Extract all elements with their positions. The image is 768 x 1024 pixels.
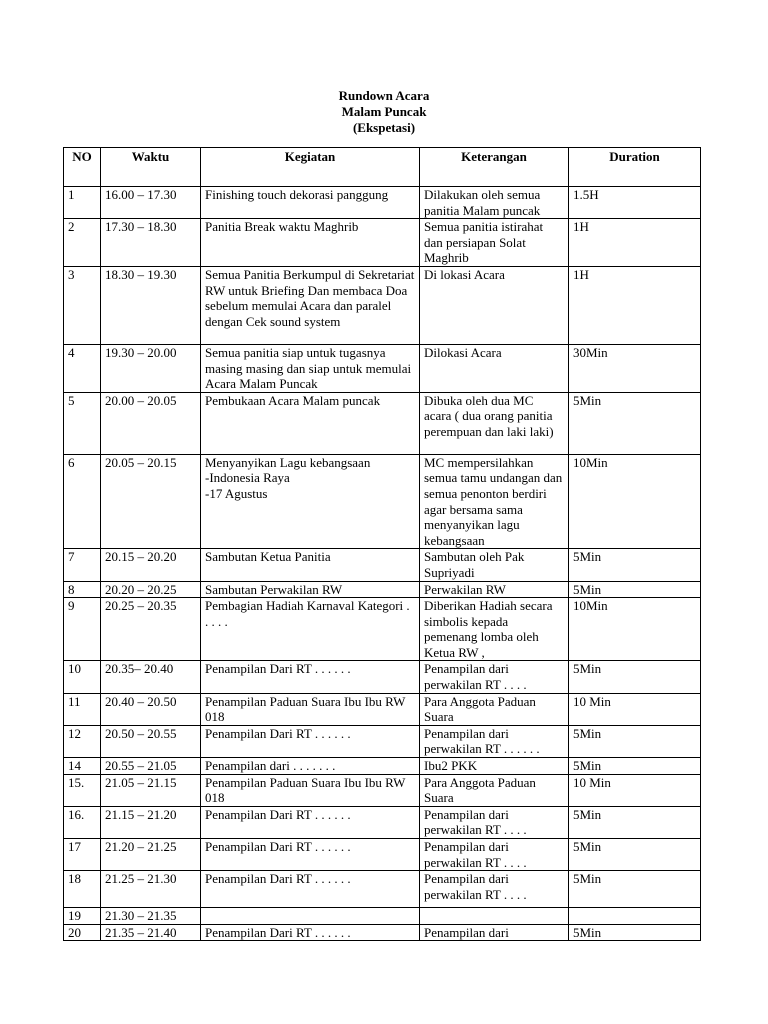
cell-keterangan-text: Dilakukan oleh semua panitia Malam puncak [424,187,541,218]
cell-duration-text: 5Min [573,725,602,741]
cell-waktu-text: 18.30 – 19.30 [105,266,177,282]
cell-duration [569,758,701,775]
cell-no [64,806,101,838]
cell-duration [569,839,701,871]
cell-keterangan-text: Penampilan dari perwakilan RT . . . . [424,661,527,693]
cell-kegiatan-text: Penampilan Dari RT . . . . . . [205,725,351,741]
cell-duration-text: 5Min [573,871,602,887]
cell-no [64,725,101,757]
cell-no-text: 6 [68,454,75,470]
cell-kegiatan-text: Penampilan dari . . . . . . . [205,758,336,774]
cell-keterangan [420,774,569,806]
title-line: Malam Puncak [341,104,427,119]
rundown-table [63,147,701,941]
cell-waktu [101,266,201,344]
table-row [64,549,701,581]
cell-keterangan [420,581,569,598]
cell-keterangan-text: Dibuka oleh dua MC acara ( dua orang panitia perempuan dan laki laki) [424,392,554,439]
cell-no-text: 10 [68,661,81,677]
table-row [64,908,701,925]
cell-kegiatan-text: Semua Panitia Berkumpul di Sekretariat RW untuk Briefing Dan membaca Doa sebelum memulai Acara dan paralel dengan Cek sound system [205,266,415,329]
cell-keterangan-text: Semua panitia istirahat dan persiapan Solat Maghrib [424,219,544,266]
cell-no-text: 8 [68,581,75,597]
cell-kegiatan [201,908,420,925]
cell-waktu [101,187,201,219]
cell-waktu-text: 20.35– 20.40 [105,661,174,677]
cell-no [64,219,101,267]
cell-waktu [101,871,201,908]
cell-kegiatan-text: Penampilan Dari RT . . . . . . [205,924,351,940]
cell-kegiatan-text: Penampilan Paduan Suara Ibu Ibu RW 018 [205,693,406,725]
cell-keterangan-text: Diberikan Hadiah secara simbolis kepada pemenang lomba oleh Ketua RW , [424,598,553,660]
cell-waktu [101,839,201,871]
cell-no [64,758,101,775]
cell-no [64,598,101,661]
cell-keterangan [420,219,569,267]
cell-no-text: 20 [68,924,81,940]
cell-kegiatan [201,344,420,392]
cell-waktu [101,758,201,775]
cell-kegiatan-text: Penampilan Dari RT . . . . . . [205,839,351,854]
table-row [64,581,701,598]
cell-duration [569,266,701,344]
cell-keterangan-text: Dilokasi Acara [424,344,502,360]
cell-no-text: 14 [68,758,81,774]
cell-waktu [101,774,201,806]
cell-kegiatan [201,693,420,725]
cell-duration [569,806,701,838]
cell-waktu [101,598,201,661]
cell-keterangan [420,392,569,454]
cell-keterangan-text: Penampilan dari perwakilan RT . . . . . . [424,725,540,757]
cell-duration-text: 5Min [573,924,602,940]
cell-kegiatan-text: Panitia Break waktu Maghrib [205,219,359,235]
cell-duration-text: 1H [573,266,589,282]
cell-waktu-text: 21.15 – 21.20 [105,806,177,822]
cell-kegiatan [201,774,420,806]
cell-waktu-text: 21.35 – 21.40 [105,924,177,940]
cell-keterangan-text: Perwakilan RW [424,581,506,597]
cell-waktu-text: 21.30 – 21.35 [105,908,177,924]
cell-no-text: 5 [68,392,75,408]
cell-waktu-text: 21.20 – 21.25 [105,839,177,854]
cell-no [64,392,101,454]
cell-waktu-text: 20.50 – 20.55 [105,725,177,741]
table-row [64,725,701,757]
header-kegiatan: Kegiatan [201,148,420,187]
cell-waktu-text: 21.05 – 21.15 [105,774,177,790]
cell-kegiatan [201,581,420,598]
cell-keterangan [420,839,569,871]
cell-no-text: 18 [68,871,81,887]
cell-waktu [101,661,201,693]
cell-kegiatan [201,758,420,775]
cell-duration-text: 5Min [573,581,602,597]
cell-duration [569,871,701,908]
cell-keterangan [420,806,569,838]
table-row [64,187,701,219]
cell-keterangan [420,661,569,693]
cell-duration-text: 10Min [573,598,608,614]
cell-waktu-text: 16.00 – 17.30 [105,187,177,202]
cell-duration [569,661,701,693]
cell-kegiatan [201,924,420,941]
table-header-row [64,148,701,187]
cell-duration [569,344,701,392]
cell-no [64,454,101,549]
cell-kegiatan-text: Penampilan Dari RT . . . . . . [205,806,351,822]
cell-duration-text: 1H [573,219,589,235]
cell-duration [569,774,701,806]
cell-no-text: 1 [68,187,75,202]
cell-no-text: 15. [68,774,85,790]
cell-waktu-text: 17.30 – 18.30 [105,219,177,235]
cell-duration [569,725,701,757]
header-waktu: Waktu [101,148,201,187]
cell-waktu-text: 20.40 – 20.50 [105,693,177,709]
cell-no-text: 9 [68,598,75,614]
cell-no [64,871,101,908]
cell-keterangan-text: Para Anggota Paduan Suara [424,774,536,806]
cell-kegiatan-text: Pembagian Hadiah Karnaval Kategori . . . . . [205,598,410,629]
cell-waktu-text: 20.15 – 20.20 [105,549,177,565]
cell-kegiatan-text: Semua panitia siap untuk tugasnya masing masing dan siap untuk memulai Acara Malam Puncak [205,344,412,392]
cell-waktu-text: 20.00 – 20.05 [105,392,177,408]
cell-keterangan [420,908,569,925]
cell-waktu-text: 20.55 – 21.05 [105,758,177,774]
cell-duration-text: 5Min [573,806,602,822]
cell-no [64,549,101,581]
title-line: (Ekspetasi) [352,120,416,135]
cell-duration-text: 10 Min [573,774,611,790]
cell-waktu [101,581,201,598]
cell-kegiatan [201,661,420,693]
cell-no-text: 17 [68,839,81,854]
cell-no-text: 4 [68,344,75,360]
title-line: Rundown Acara [338,88,430,103]
cell-waktu-text: 21.25 – 21.30 [105,871,177,887]
cell-kegiatan [201,454,420,549]
cell-duration-text: 10 Min [573,693,611,709]
cell-kegiatan [201,871,420,908]
cell-kegiatan [201,187,420,219]
cell-kegiatan [201,219,420,267]
cell-duration-text: 5Min [573,661,602,677]
table-row [64,839,701,871]
cell-no-text: 12 [68,725,81,741]
cell-waktu [101,454,201,549]
cell-duration-text: 10Min [573,454,608,470]
cell-kegiatan [201,598,420,661]
cell-no-text: 3 [68,266,75,282]
table-row [64,871,701,908]
cell-waktu-text: 20.05 – 20.15 [105,454,177,470]
header-keterangan: Keterangan [420,148,569,187]
cell-waktu [101,908,201,925]
cell-keterangan-text: Di lokasi Acara [424,266,505,282]
cell-keterangan [420,725,569,757]
cell-keterangan-text: Penampilan dari perwakilan RT . . . . [424,806,527,838]
cell-duration [569,924,701,941]
cell-keterangan-text: Penampilan dari perwakilan RT . . . . [424,871,527,902]
table-row [64,454,701,549]
cell-kegiatan [201,549,420,581]
cell-waktu [101,924,201,941]
cell-kegiatan-text: Sambutan Ketua Panitia [205,549,331,565]
cell-no [64,344,101,392]
table-row [64,693,701,725]
cell-kegiatan-text: Menyanyikan Lagu kebangsaan -Indonesia Raya -17 Agustus [205,454,371,501]
cell-duration-text: 5Min [573,549,602,565]
table-row [64,598,701,661]
table-row [64,344,701,392]
cell-duration-text: 1.5H [573,187,599,202]
cell-no [64,774,101,806]
cell-keterangan [420,598,569,661]
document-title [0,88,768,136]
cell-duration-text: 30Min [573,344,608,360]
cell-duration [569,693,701,725]
cell-no [64,693,101,725]
cell-waktu-text: 20.20 – 20.25 [105,581,177,597]
cell-keterangan-text: Para Anggota Paduan Suara [424,693,536,725]
cell-waktu-text: 20.25 – 20.35 [105,598,177,614]
cell-keterangan-text: Penampilan dari [424,924,509,940]
cell-kegiatan [201,806,420,838]
table-row [64,758,701,775]
cell-waktu [101,344,201,392]
cell-kegiatan-text: Penampilan Dari RT . . . . . . [205,661,351,677]
cell-kegiatan-text: Finishing touch dekorasi panggung [205,187,389,202]
cell-keterangan-text: Sambutan oleh Pak Supriyadi [424,549,525,580]
cell-kegiatan-text: Sambutan Perwakilan RW [205,581,343,597]
table-row [64,661,701,693]
cell-duration-text: 5Min [573,392,602,408]
cell-no [64,187,101,219]
cell-waktu [101,392,201,454]
cell-keterangan-text: Ibu2 PKK [424,758,478,774]
cell-no [64,266,101,344]
cell-keterangan [420,344,569,392]
cell-duration [569,908,701,925]
cell-kegiatan [201,392,420,454]
cell-waktu [101,725,201,757]
cell-keterangan [420,693,569,725]
cell-duration [569,454,701,549]
cell-no [64,581,101,598]
cell-kegiatan-text: Penampilan Paduan Suara Ibu Ibu RW 018 [205,774,406,806]
cell-keterangan [420,758,569,775]
cell-no-text: 16. [68,806,85,822]
cell-waktu [101,806,201,838]
cell-keterangan [420,549,569,581]
table-row [64,806,701,838]
cell-duration-text: 5Min [573,839,602,854]
cell-keterangan-text: MC mempersilahkan semua tamu undangan dan semua penonton berdiri agar bersama sama menyanyikan lagu kebangsaan [424,454,563,548]
cell-keterangan [420,454,569,549]
cell-duration [569,598,701,661]
cell-duration [569,392,701,454]
cell-no [64,661,101,693]
cell-waktu [101,693,201,725]
cell-no-text: 11 [68,693,81,709]
cell-kegiatan [201,725,420,757]
cell-kegiatan-text: Penampilan Dari RT . . . . . . [205,871,351,887]
cell-no-text: 19 [68,908,81,924]
cell-duration [569,549,701,581]
cell-no [64,924,101,941]
header-no: NO [64,148,101,187]
header-duration: Duration [569,148,701,187]
cell-waktu [101,549,201,581]
cell-keterangan [420,187,569,219]
cell-no-text: 7 [68,549,75,565]
cell-keterangan [420,266,569,344]
cell-waktu-text: 19.30 – 20.00 [105,344,177,360]
cell-kegiatan [201,266,420,344]
table-row [64,266,701,344]
cell-kegiatan [201,839,420,871]
cell-no [64,839,101,871]
cell-keterangan [420,924,569,941]
cell-duration [569,219,701,267]
cell-keterangan-text: Penampilan dari perwakilan RT . . . . [424,839,527,870]
cell-duration-text: 5Min [573,758,602,774]
cell-keterangan [420,871,569,908]
table-row [64,774,701,806]
table-row [64,924,701,941]
cell-duration [569,581,701,598]
table-row [64,219,701,267]
cell-kegiatan-text: Pembukaan Acara Malam puncak [205,392,381,408]
cell-duration [569,187,701,219]
cell-no [64,908,101,925]
cell-waktu [101,219,201,267]
cell-no-text: 2 [68,219,75,235]
table-row [64,392,701,454]
